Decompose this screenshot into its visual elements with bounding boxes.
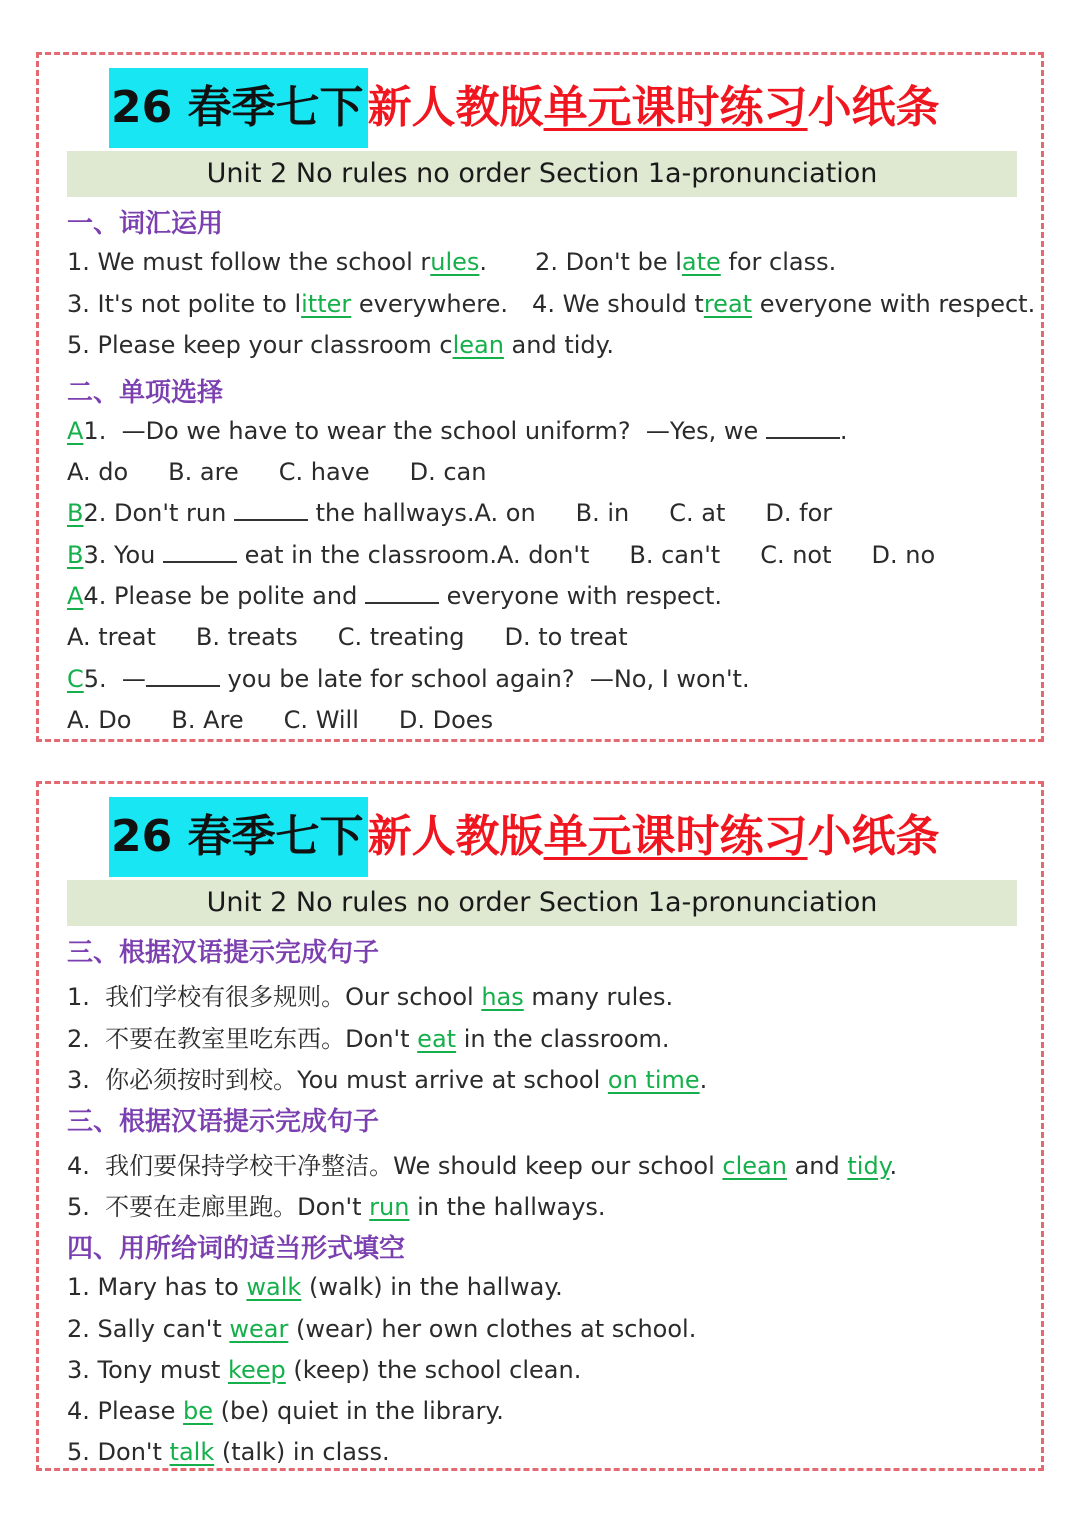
section-title: 三、根据汉语提示完成句子 [67, 1107, 380, 1137]
question-row: A4. Please be polite and everyone with respect. [67, 582, 723, 610]
options-row: A. Do B. Are C. Will D. Does [67, 706, 494, 734]
options-row: A. do B. are C. have D. can [67, 458, 487, 486]
section-title: 一、词汇运用 [67, 209, 224, 239]
vocab-row: 1. We must follow the school rules. 2. Don't be late for class. [67, 248, 837, 276]
fill-row: 4. Please be (be) quiet in the library. [67, 1397, 504, 1425]
vocab-row: 3. It's not polite to litter everywhere. 4. We should treat everyone with respect. [67, 290, 1036, 318]
title-prefix: 26 春季七下 [109, 68, 368, 148]
sentence-row: 5. 不要在走廊里跑。Don't run in the hallways. [67, 1193, 606, 1221]
worksheet-card-1 [36, 52, 1044, 742]
fill-row: 1. Mary has to walk (walk) in the hallway. [67, 1273, 563, 1301]
question-row: B3. You eat in the classroom.A. don't B. can't C. not D. no [67, 541, 936, 569]
sentence-row: 2. 不要在教室里吃东西。Don't eat in the classroom. [67, 1025, 670, 1053]
section-title: 二、单项选择 [67, 378, 224, 408]
vocab-row: 5. Please keep your classroom clean and tidy. [67, 331, 615, 359]
section-title: 四、用所给词的适当形式填空 [67, 1234, 406, 1264]
question-row: A1. —Do we have to wear the school uniform? —Yes, we . [67, 417, 848, 445]
options-row: A. treat B. treats C. treating D. to treat [67, 623, 628, 651]
title-underlined: 单元课时练习 [543, 82, 808, 133]
worksheet-card-2 [36, 781, 1044, 1471]
sentence-row: 1. 我们学校有很多规则。Our school has many rules. [67, 983, 674, 1011]
title-underlined: 单元课时练习 [543, 811, 808, 862]
title-suffix: 小纸条 [807, 811, 940, 862]
title-suffix: 小纸条 [807, 82, 940, 133]
unit-banner: Unit 2 No rules no order Section 1a-pronunciation [67, 880, 1017, 926]
question-row: B2. Don't run the hallways.A. on B. in C. at D. for [67, 499, 833, 527]
question-row: C5. — you be late for school again? —No, I won't. [67, 665, 750, 693]
title [109, 68, 979, 148]
fill-row: 2. Sally can't wear (wear) her own clothes at school. [67, 1315, 697, 1343]
fill-row: 5. Don't talk (talk) in class. [67, 1438, 390, 1466]
title-prefix: 26 春季七下 [109, 797, 368, 877]
unit-banner: Unit 2 No rules no order Section 1a-pronunciation [67, 151, 1017, 197]
sentence-row: 4. 我们要保持学校干净整洁。We should keep our school clean and tidy. [67, 1152, 898, 1180]
sentence-row: 3. 你必须按时到校。You must arrive at school on time. [67, 1066, 708, 1094]
title [109, 797, 979, 877]
fill-row: 3. Tony must keep (keep) the school clean. [67, 1356, 582, 1384]
section-title: 三、根据汉语提示完成句子 [67, 938, 380, 968]
title-red: 新人教版 [367, 811, 544, 862]
title-red: 新人教版 [367, 82, 544, 133]
